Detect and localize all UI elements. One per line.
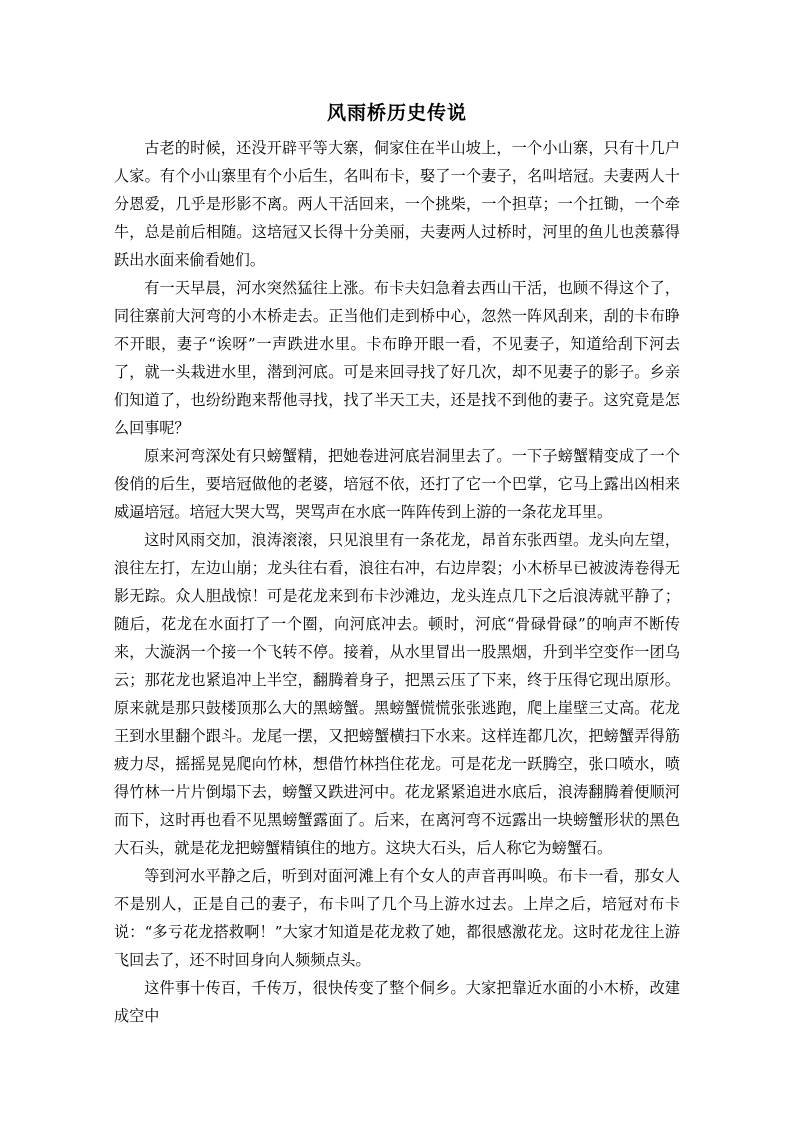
paragraph-1: 古老的时候，还没开辟平等大寨，侗家住在半山坡上，一个小山寨，只有十几户人家。有个小山寨里有个小后生，名叫布卡，娶了一个妻子，名叫培冠。夫妻两人十分恩爱，几乎是形影不离。两人干活回来，一个挑柴，一个担草；一个扛锄，一个牵牛，总是前后相随。这培冠又长得十分美丽，夫妻两人过桥时，河里的鱼儿也羡慕得跃出水面来偷看她们。 [114, 139, 680, 269]
document-title: 风雨桥历史传说 [326, 102, 467, 124]
document-page [114, 100, 680, 1030]
paragraph-4: 这时风雨交加，浪涛滚滚，只见浪里有一条花龙，昂首东张西望。龙头向左望，浪往左打，左边山崩；龙头往右看，浪往右冲，右边岸裂；小木桥早已被波涛卷得无影无踪。众人胆战惊！可是花龙来到布卡沙滩边，龙头连点几下之后浪涛就平静了；随后，花龙在水面打了一个圈，向河底冲去。顿时，河底“骨碌骨碌”的响声不断传来，大漩涡一个接一个飞转不停。接着，从水里冒出一股黑烟，升到半空变作一团乌云；那花龙也紧追冲上半空，翻腾着身子，把黑云压了下来，终于压得它现出原形。原来就是那只鼓楼顶那么大的黑螃蟹。黑螃蟹慌慌张张逃跑，爬上崖壁三丈高。花龙王到水里翻个跟斗。龙尾一摆，又把螃蟹横扫下水来。这样连都几次，把螃蟹弄得筋疲力尽，摇摇晃晃爬向竹林，想借竹林挡住花龙。可是花龙一跃腾空，张口喷水，喷得竹林一片片倒塌下去，螃蟹又跌进河中。花龙紧紧追进水底后，浪涛翻腾着便顺河而下，这时再也看不见黑螃蟹露面了。后来，在离河弯不远露出一块螃蟹形状的黑色大石头，就是花龙把螃蟹精镇住的地方。这块大石头，后人称它为螃蟹石。 [114, 531, 680, 857]
paragraph-2: 有一天早晨，河水突然猛往上涨。布卡夫妇急着去西山干活，也顾不得这个了，同往寨前大河弯的小木桥走去。正当他们走到桥中心，忽然一阵风刮来，刮的卡布睁不开眼，妻子“诶呀”一声跌进水里。卡布睁开眼一看，不见妻子，知道给刮下河去了，就一头栽进水里，潜到河底。可是来回寻找了好几次，却不见妻子的影子。乡亲们知道了，也纷纷跑来帮他寻找，找了半天工夫，还是找不到他的妻子。这究竟是怎么回事呢？ [114, 279, 680, 437]
paragraph-5: 等到河水平静之后，听到对面河滩上有个女人的声音再叫唤。布卡一看，那女人不是别人，正是自己的妻子，布卡叫了几个马上游水过去。上岸之后，培冠对布卡说：“多亏花龙搭救啊！”大家才知道是花龙救了她，都很感激花龙。这时花龙往上游飞回去了，还不时回身向人频频点头。 [114, 867, 680, 969]
paragraph-3: 原来河弯深处有只螃蟹精，把她卷进河底岩洞里去了。一下子螃蟹精变成了一个俊俏的后生，要培冠做他的老婆，培冠不依，还打了它一个巴掌，它马上露出凶相来威逼培冠。培冠大哭大骂，哭骂声在水底一阵阵传到上游的一条花龙耳里。 [114, 447, 680, 521]
paragraph-6: 这件事十传百，千传万，很快传变了整个侗乡。大家把靠近水面的小木桥，改建成空中 [114, 979, 680, 1025]
